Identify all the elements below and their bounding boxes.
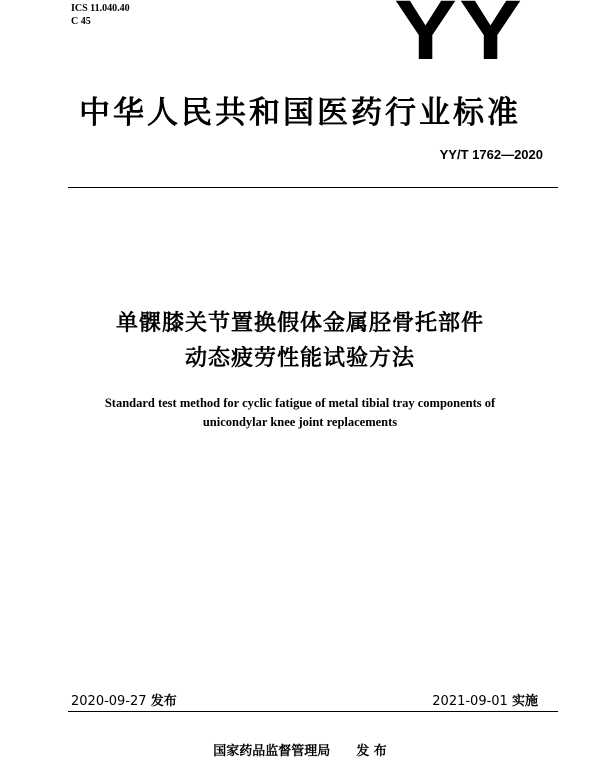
english-title-line-2: unicondylar knee joint replacements [202, 415, 398, 429]
header-divider [68, 187, 558, 188]
chinese-title-line-1: 单髁膝关节置换假体金属胫骨托部件 [115, 311, 484, 336]
standard-category-title: 中华人民共和国医药行业标准 [79, 95, 521, 131]
english-title-line-1: Standard test method for cyclic fatigue of metal tibial tray components of [104, 396, 496, 410]
ccs-code: C 45 [71, 16, 91, 27]
classification-codes [71, 2, 130, 28]
issue-date: 2020-09-27 [71, 694, 147, 709]
footer-divider [68, 711, 558, 712]
implement-date: 2021-09-01 [432, 694, 508, 709]
issuer-name: 国家药品监督管理局 [213, 744, 331, 759]
ics-code: ICS 11.040.40 [71, 3, 130, 14]
issuer-label: 发 布 [356, 744, 387, 759]
issue-date-block [71, 690, 177, 709]
issuing-authority [0, 740, 600, 759]
standard-number: YY/T 1762—2020 [439, 147, 543, 162]
chinese-title-line-2: 动态疲劳性能试验方法 [184, 346, 415, 371]
issue-label: 发布 [150, 694, 177, 709]
implement-label: 实施 [511, 694, 538, 709]
implement-date-block [432, 690, 538, 709]
standard-logo: YY [394, 0, 524, 77]
